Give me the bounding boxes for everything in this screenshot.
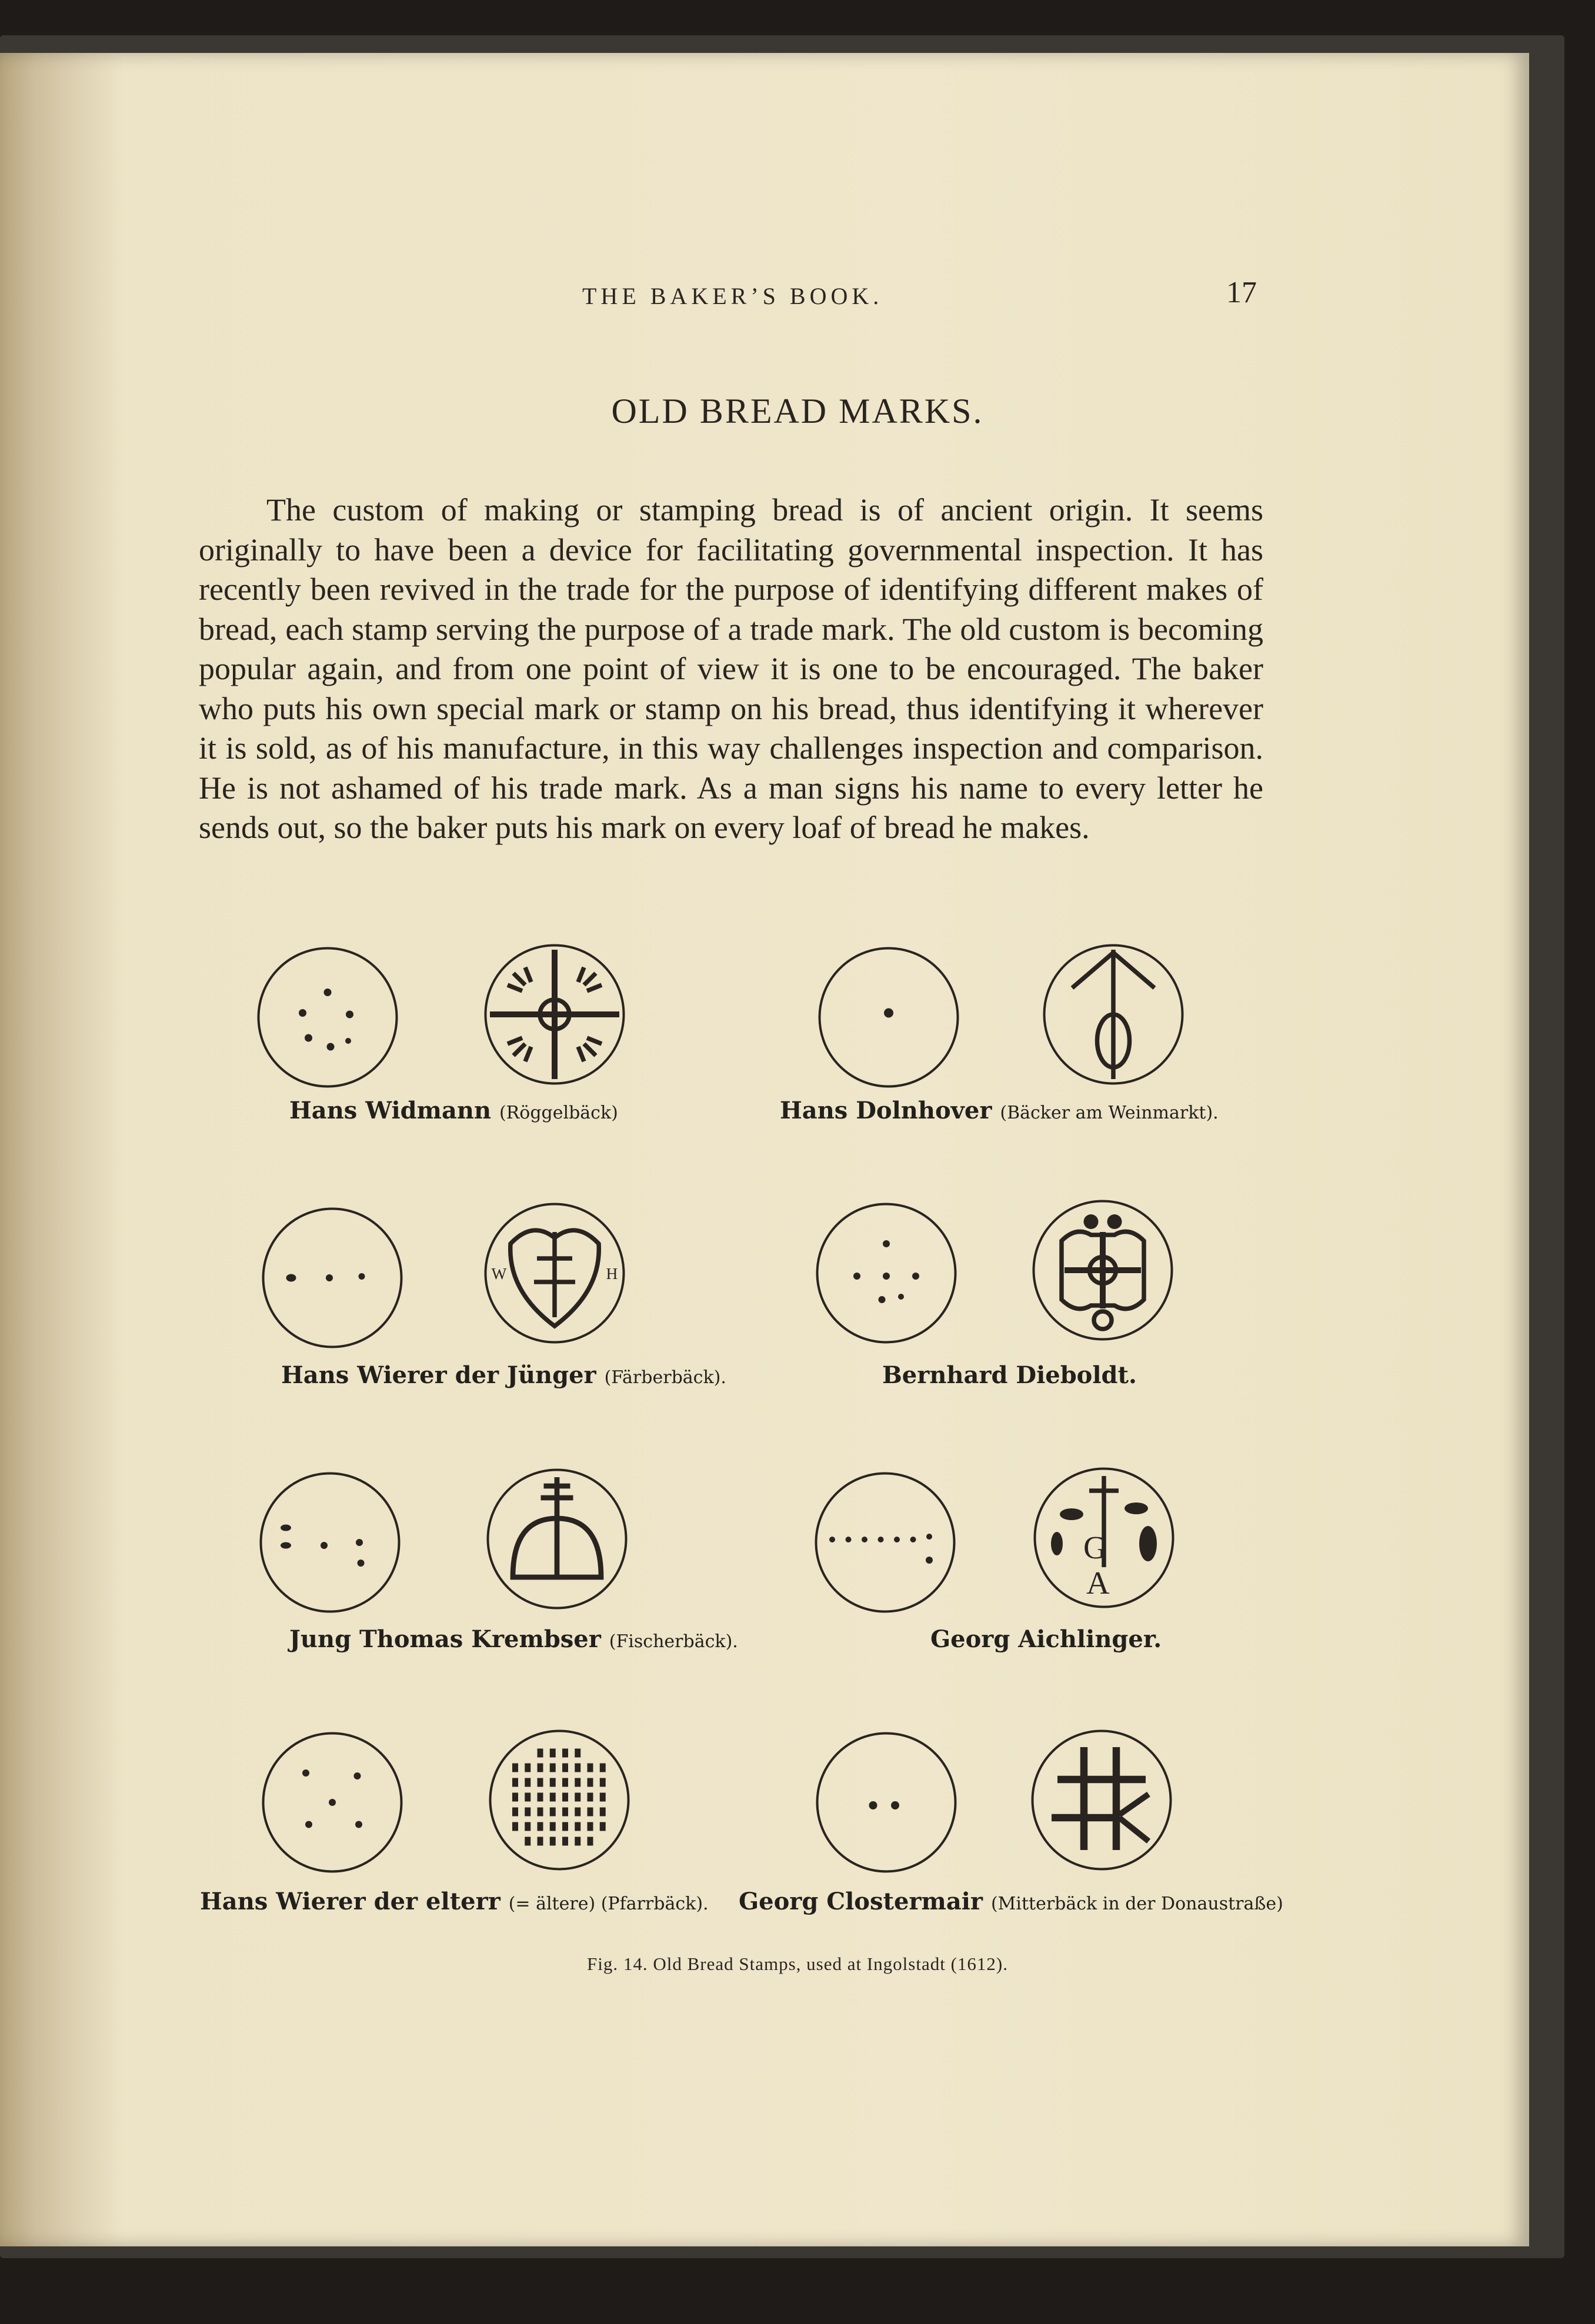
stamp-ornate-cross xyxy=(1029,1197,1176,1344)
spine-shadow xyxy=(0,53,124,2246)
caption-georg-aichlinger xyxy=(930,1625,1162,1653)
stamp-five-dots-quincunx xyxy=(259,1729,406,1876)
caption-name: Bernhard Dieboldt. xyxy=(882,1361,1137,1389)
caption-note: (Bäcker am Weinmarkt). xyxy=(1000,1103,1219,1123)
caption-name: Georg Aichlinger. xyxy=(930,1625,1162,1653)
stamp-two-dots xyxy=(813,1729,960,1876)
svg-text:W: W xyxy=(491,1264,507,1283)
caption-note: (Röggelbäck) xyxy=(499,1103,618,1123)
caption-name: Jung Thomas Krembser xyxy=(289,1625,601,1653)
running-title: THE BAKER’S BOOK. xyxy=(582,283,883,309)
caption-note: (Mitterbäck in der Donaustraße) xyxy=(990,1894,1283,1914)
caption-name: Hans Wierer der elterr xyxy=(200,1888,500,1915)
stamp-grid-dots xyxy=(486,1727,633,1874)
caption-hans-wierer-elterr xyxy=(200,1888,709,1915)
svg-text:A: A xyxy=(1086,1565,1110,1601)
caption-name: Hans Dolnhover xyxy=(780,1097,992,1124)
stamp-arrow-phi xyxy=(1040,941,1187,1088)
stamp-dome-cross xyxy=(483,1465,630,1612)
caption-georg-clostermair xyxy=(739,1888,1283,1915)
stamp-dots-cross-pattern xyxy=(813,1200,960,1347)
caption-hans-dolnhover xyxy=(780,1097,1219,1124)
caption-note: (Fischerbäck). xyxy=(609,1631,738,1652)
svg-text:H: H xyxy=(606,1264,618,1283)
caption-bernhard-dieboldt xyxy=(882,1361,1137,1389)
caption-hans-wierer-junger xyxy=(281,1361,726,1389)
stamp-dotted-line xyxy=(812,1469,959,1616)
caption-note: (= ältere) (Pfarrbäck). xyxy=(508,1894,709,1914)
stamp-hash-k xyxy=(1028,1727,1175,1874)
stamp-three-dots-row xyxy=(259,1204,406,1351)
caption-hans-widmann xyxy=(289,1097,618,1124)
page-number: 17 xyxy=(1226,276,1257,309)
stamp-single-dot xyxy=(815,944,962,1091)
book-page xyxy=(0,53,1529,2246)
stamp-dots-five xyxy=(254,944,401,1091)
section-title: OLD BREAD MARKS. xyxy=(611,392,984,430)
stamp-branch-monogram xyxy=(1030,1464,1177,1611)
figure-caption: Fig. 14. Old Bread Stamps, used at Ingolstadt (1612). xyxy=(587,1954,1008,1974)
caption-name: Georg Clostermair xyxy=(739,1888,983,1915)
caption-name: Hans Wierer der Jünger xyxy=(281,1361,596,1389)
page-header xyxy=(0,276,1595,329)
body-paragraph: The custom of making or stamping bread is of ancient origin. It seems originally to have been a device for facilitating governmental inspection. It has recently been revived in the trade for the purpose of identifying different makes of bread, each stamp serving the purpose of a trade mark. The old custom is becoming popular again, and from one point of view it is one to be encouraged. The baker who puts his own special mark or stamp on his bread, thus identifying it wherever it is sold, as of his manufacture, in this way challenges inspection and comparison. He is not ashamed of his trade mark. As a man signs his name to every letter he sends out, so the baker puts his mark on every loaf of bread he makes. xyxy=(199,492,1263,845)
caption-name: Hans Widmann xyxy=(289,1097,492,1124)
stamp-cross-rays xyxy=(481,941,628,1088)
svg-text:G: G xyxy=(1083,1530,1107,1565)
stamp-shield-cross xyxy=(481,1200,628,1347)
caption-note: (Färberbäck). xyxy=(604,1367,726,1388)
stamp-colon-dots xyxy=(256,1469,403,1616)
caption-jung-thomas-krembser xyxy=(289,1625,738,1653)
